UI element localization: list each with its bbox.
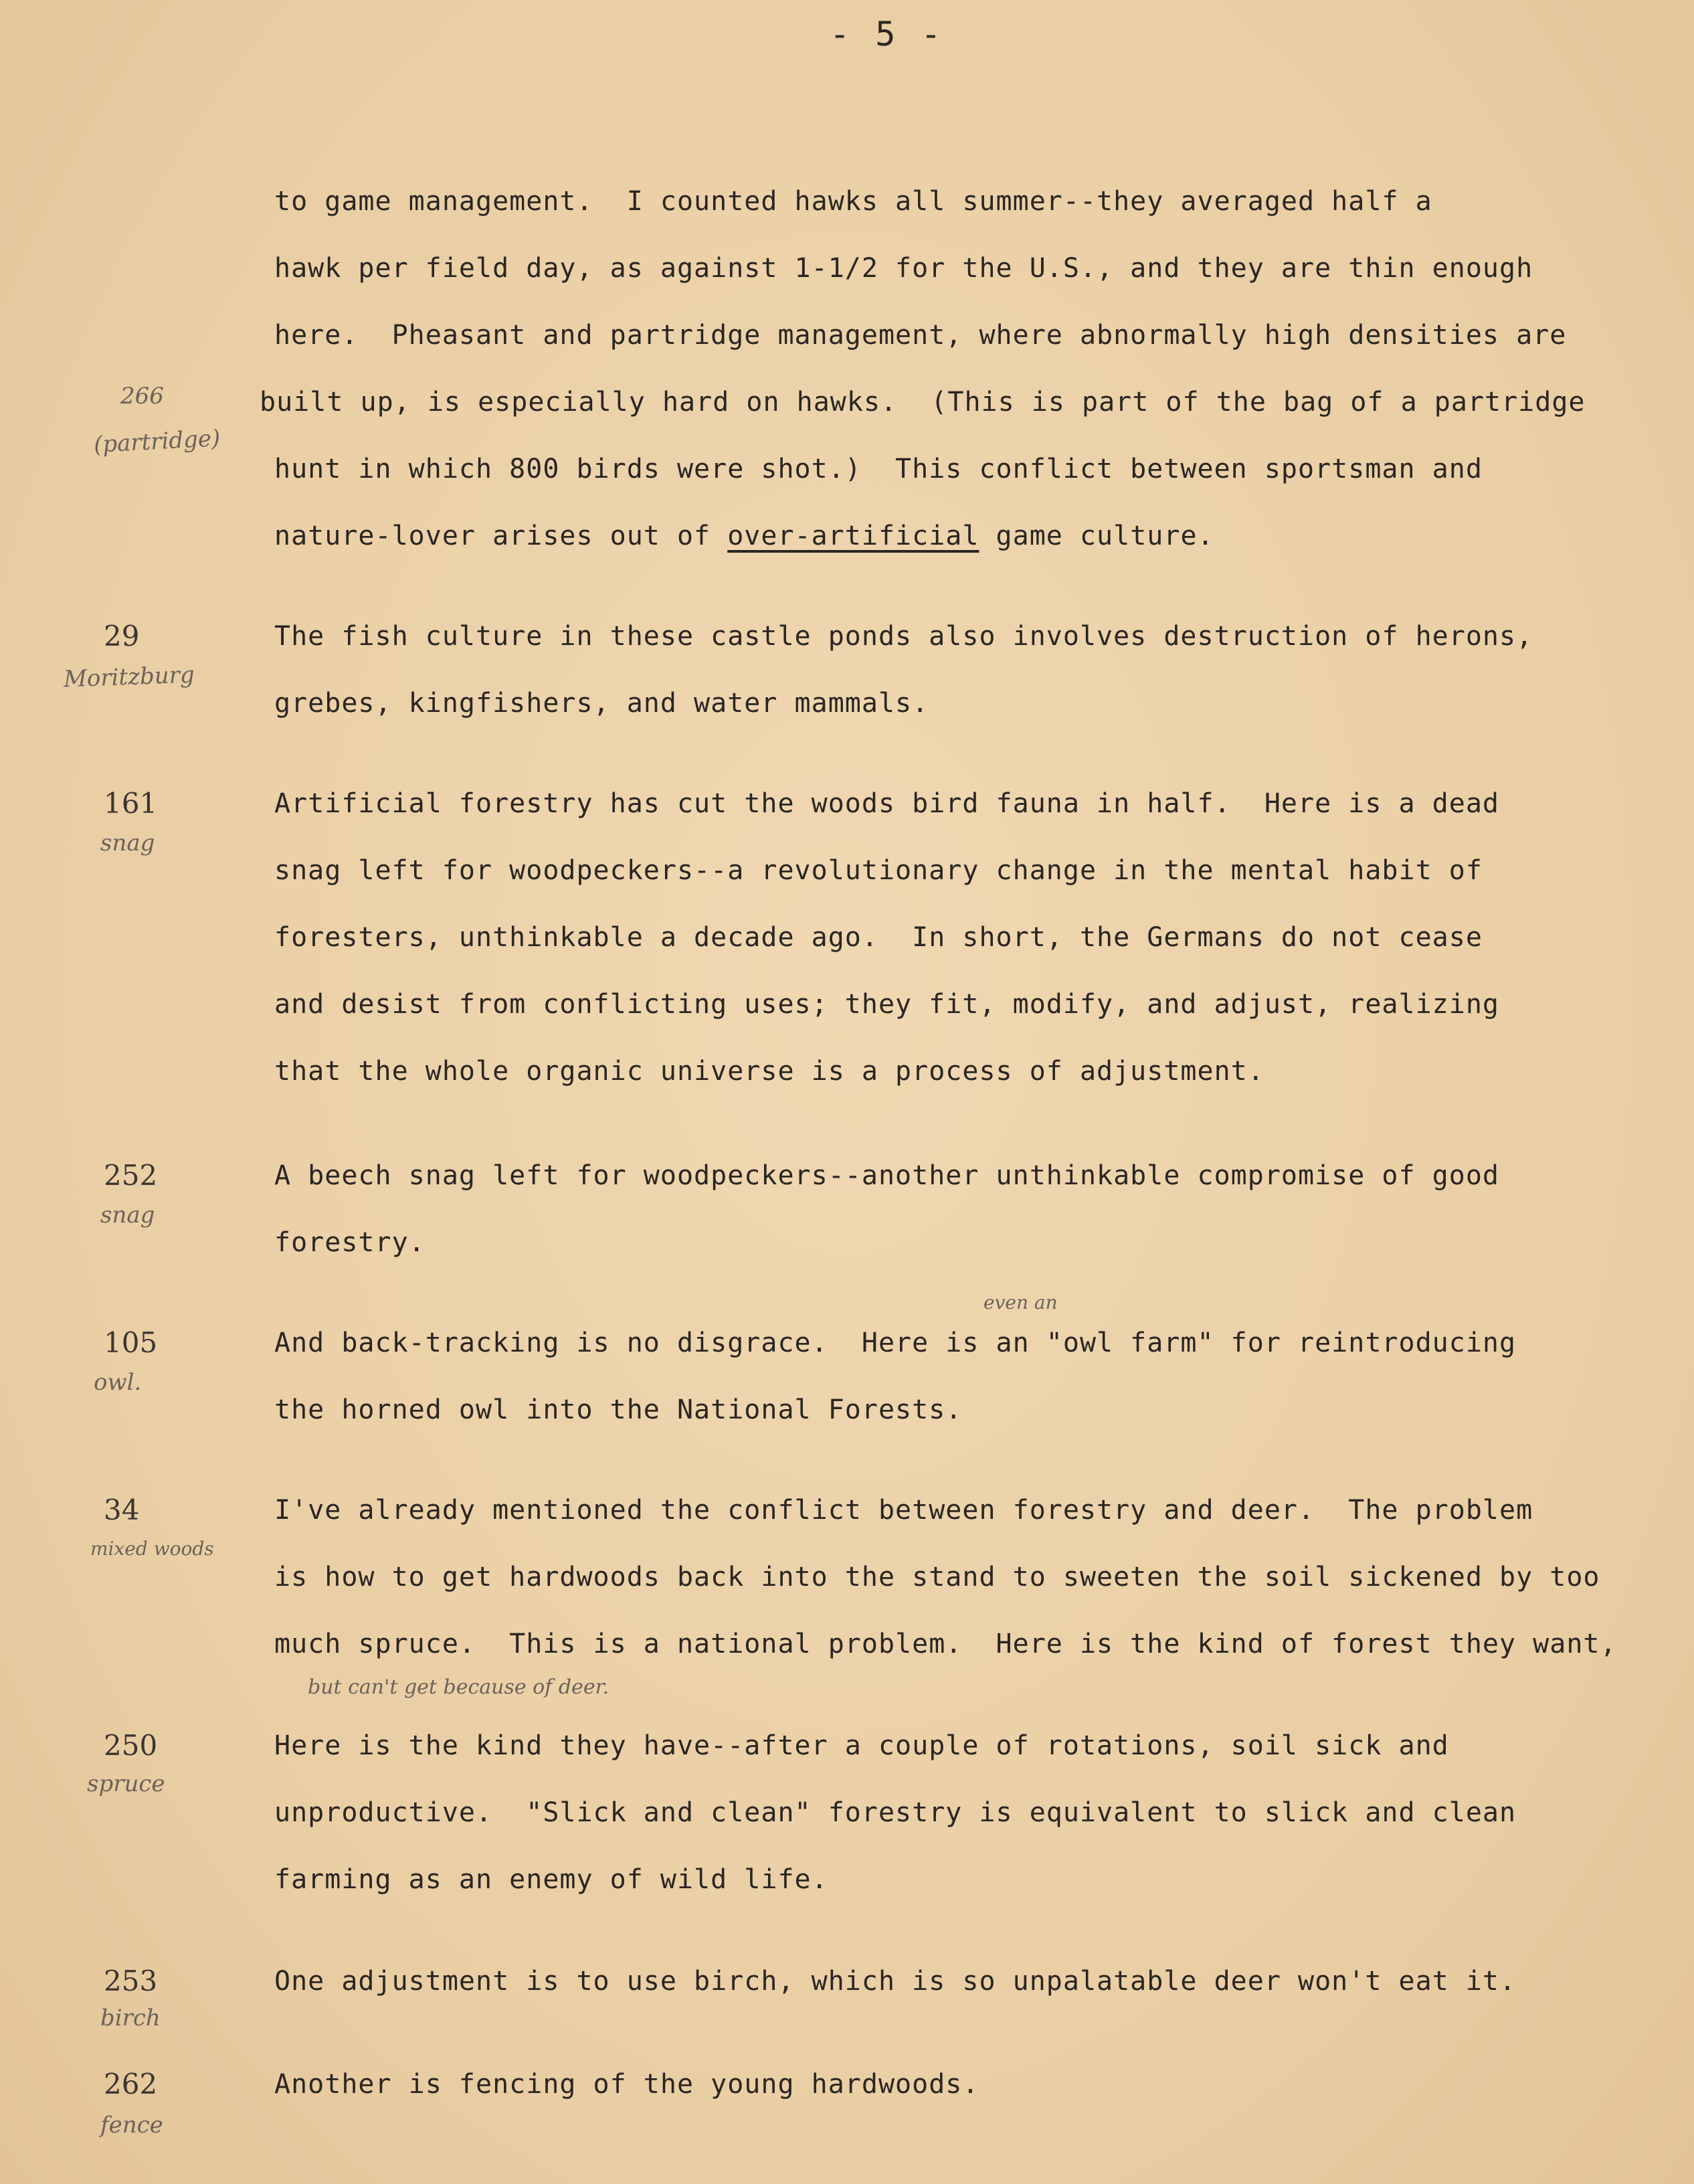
margin-note-birch: birch [100, 2005, 161, 2031]
text-line: that the whole organic universe is a process of adjustment. [274, 1056, 1264, 1087]
slide-number-29: 29 [104, 620, 140, 652]
text-line: And back-tracking is no disgrace. Here is an "owl farm" for reintroducing [274, 1328, 1517, 1358]
text-line: A beech snag left for woodpeckers--another unthinkable compromise of good [274, 1160, 1499, 1191]
text-line: much spruce. This is a national problem. Here is the kind of forest they want, [274, 1629, 1617, 1659]
margin-note-snag: snag [100, 1202, 155, 1228]
text-line: hawk per field day, as against 1-1/2 for the U.S., and they are thin enough [274, 253, 1533, 284]
text-segment: nature-lover arises out of [274, 521, 728, 551]
margin-note-owl: owl. [94, 1369, 142, 1396]
slide-number-161: 161 [104, 787, 158, 820]
text-line: One adjustment is to use birch, which is so unpalatable deer won't eat it. [274, 1966, 1517, 1997]
text-line-with-underline [274, 521, 1214, 551]
text-line: hunt in which 800 birds were shot.) This conflict between sportsman and [274, 454, 1483, 484]
slide-number-252: 252 [104, 1159, 158, 1192]
text-line: built up, is especially hard on hawks. (This is part of the bag of a partridge [260, 387, 1586, 418]
interlinear-handwritten-note: but can't get because of deer. [308, 1675, 609, 1699]
text-line: snag left for woodpeckers--a revolutionary change in the mental habit of [274, 855, 1483, 886]
text-line: the horned owl into the National Forests. [274, 1394, 963, 1425]
text-line: and desist from conflicting uses; they fit, modify, and adjust, realizing [274, 989, 1499, 1020]
slide-number-253: 253 [104, 1965, 158, 1997]
margin-note-snag: snag [100, 830, 155, 856]
text-line: I've already mentioned the conflict between forestry and deer. The problem [274, 1495, 1533, 1526]
text-line: farming as an enemy of wild life. [274, 1864, 828, 1895]
text-line: Artificial forestry has cut the woods bird fauna in half. Here is a dead [274, 788, 1499, 819]
margin-note-partridge: (partridge) [93, 425, 221, 458]
text-line: to game management. I counted hawks all summer--they averaged half a [274, 186, 1432, 217]
text-line: here. Pheasant and partridge management, where abnormally high densities are [274, 320, 1567, 351]
text-line: Another is fencing of the young hardwoods. [274, 2069, 979, 2100]
slide-number-262: 262 [104, 2068, 158, 2100]
underlined-phrase: over-artificial [727, 521, 979, 551]
interlinear-insert-note: even an [983, 1291, 1058, 1313]
text-line: unproductive. "Slick and clean" forestry is equivalent to slick and clean [274, 1797, 1517, 1828]
text-line: forestry. [274, 1227, 426, 1258]
text-line: grebes, kingfishers, and water mammals. [274, 688, 929, 719]
text-segment: game culture. [979, 521, 1214, 551]
text-line: is how to get hardwoods back into the stand to sweeten the soil sickened by too [274, 1562, 1600, 1592]
page-number: - 5 - [830, 15, 944, 54]
margin-note-moritzburg: Moritzburg [63, 661, 195, 693]
text-line: foresters, unthinkable a decade ago. In short, the Germans do not cease [274, 922, 1483, 953]
text-line: The fish culture in these castle ponds also involves destruction of herons, [274, 621, 1533, 652]
slide-number-266: 266 [120, 383, 164, 410]
margin-note-fence: fence [100, 2112, 163, 2138]
slide-number-105: 105 [104, 1326, 158, 1359]
slide-number-250: 250 [104, 1729, 158, 1762]
margin-note-mixed-woods: mixed woods [90, 1538, 214, 1560]
margin-note-spruce: spruce [87, 1770, 165, 1797]
text-line: Here is the kind they have--after a couple of rotations, soil sick and [274, 1730, 1449, 1761]
slide-number-34: 34 [104, 1493, 140, 1526]
